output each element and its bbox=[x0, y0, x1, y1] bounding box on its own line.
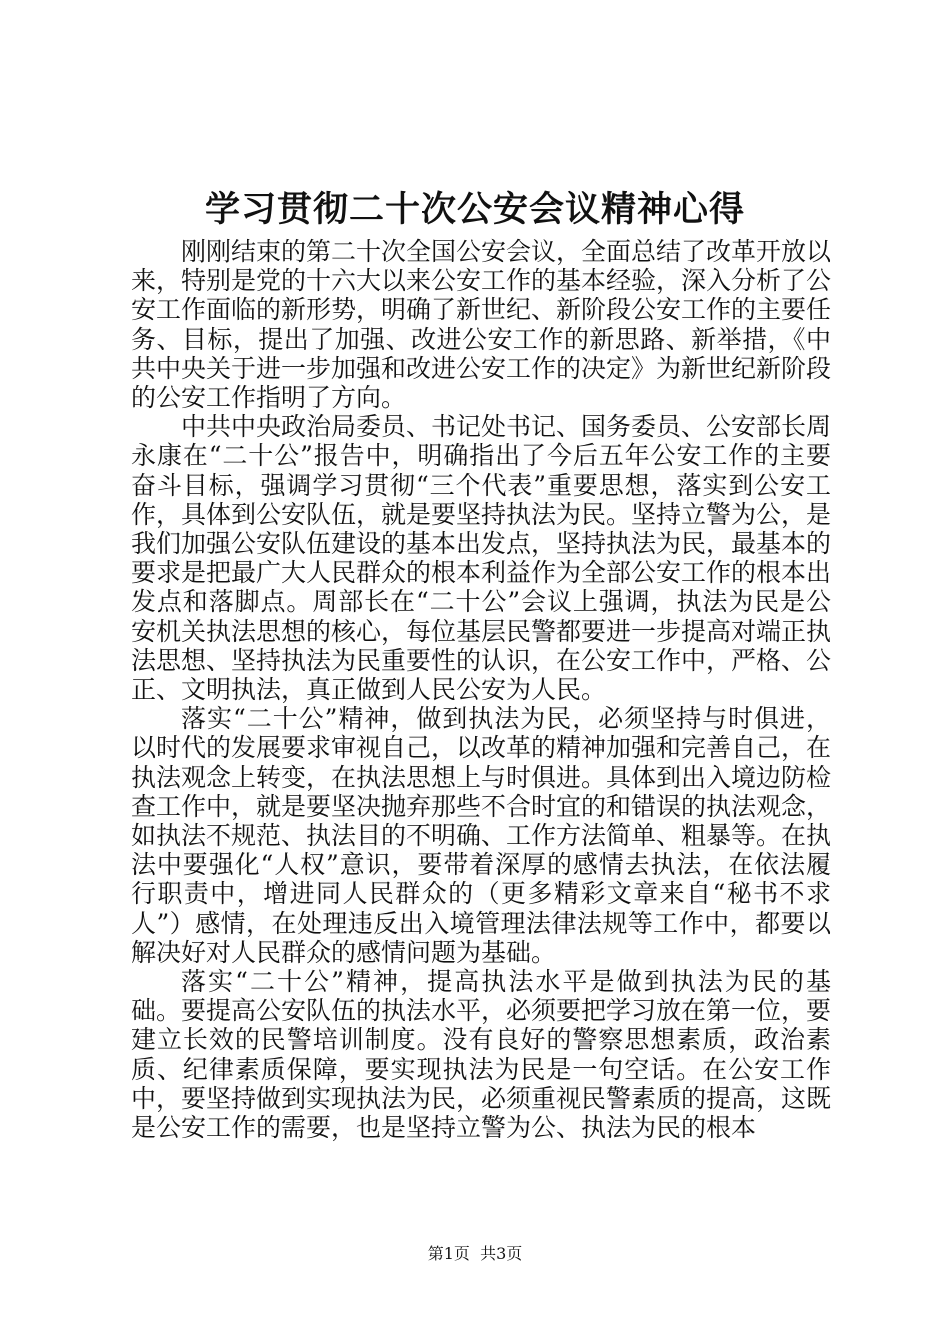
paragraph-2: 中共中央政治局委员、书记处书记、国务委员、公安部长周永康在“二十公”报告中，明确指出了今后五年公安工作的主要奋斗目标，强调学习贯彻“三个代表”重要思想，落实到公安工作，具体到公安队伍，就是要坚持执法为民。坚持立警为公，是我们加强公安队伍建设的基本出发点，坚持执法为民，最基本的要求是把最广大人民群众的根本利益作为全部公安工作的根本出发点和落脚点。周部长在“二十公”会议上强调，执法为民是公安机关执法思想的核心，每位基层民警都要进一步提高对端正执法思想、坚持执法为民重要性的认识，在公安工作中，严格、公正、文明执法，真正做到人民公安为人民。 bbox=[131, 412, 832, 705]
page-footer bbox=[0, 1243, 950, 1265]
document-title: 学习贯彻二十次公安会议精神心得 bbox=[204, 189, 745, 230]
page-total: 共3页 bbox=[480, 1244, 523, 1263]
page-number: 第1页 bbox=[427, 1244, 470, 1263]
paragraph-4: 落实“二十公”精神，提高执法水平是做到执法为民的基础。要提高公安队伍的执法水平，必须要把学习放在第一位，要建立长效的民警培训制度。没有良好的警察思想素质，政治素质、纪律素质保障，要实现执法为民是一句空话。在公安工作中，要坚持做到实现执法为民，必须重视民警素质的提高，这既是公安工作的需要，也是坚持立警为公、执法为民的根本 bbox=[131, 967, 832, 1143]
paragraph-3: 落实“二十公”精神，做到执法为民，必须坚持与时俱进，以时代的发展要求审视自己，以改革的精神加强和完善自己，在执法观念上转变，在执法思想上与时俱进。具体到出入境边防检查工作中，就是要坚决抛弃那些不合时宜的和错误的执法观念，如执法不规范、执法目的不明确、工作方法简单、粗暴等。在执法中要强化“人权”意识，要带着深厚的感情去执法，在依法履行职责中，增进同人民群众的（更多精彩文章来自“秘书不求人”）感情，在处理违反出入境管理法律法规等工作中，都要以解决好对人民群众的感情问题为基础。 bbox=[131, 704, 832, 967]
document-body bbox=[131, 237, 831, 1142]
paragraph-1: 刚刚结束的第二十次全国公安会议，全面总结了改革开放以来，特别是党的十六大以来公安工作的基本经验，深入分析了公安工作面临的新形势，明确了新世纪、新阶段公安工作的主要任务、目标，提出了加强、改进公安工作的新思路、新举措，《中共中央关于进一步加强和改进公安工作的决定》为新世纪新阶段的公安工作指明了方向。 bbox=[131, 237, 832, 413]
